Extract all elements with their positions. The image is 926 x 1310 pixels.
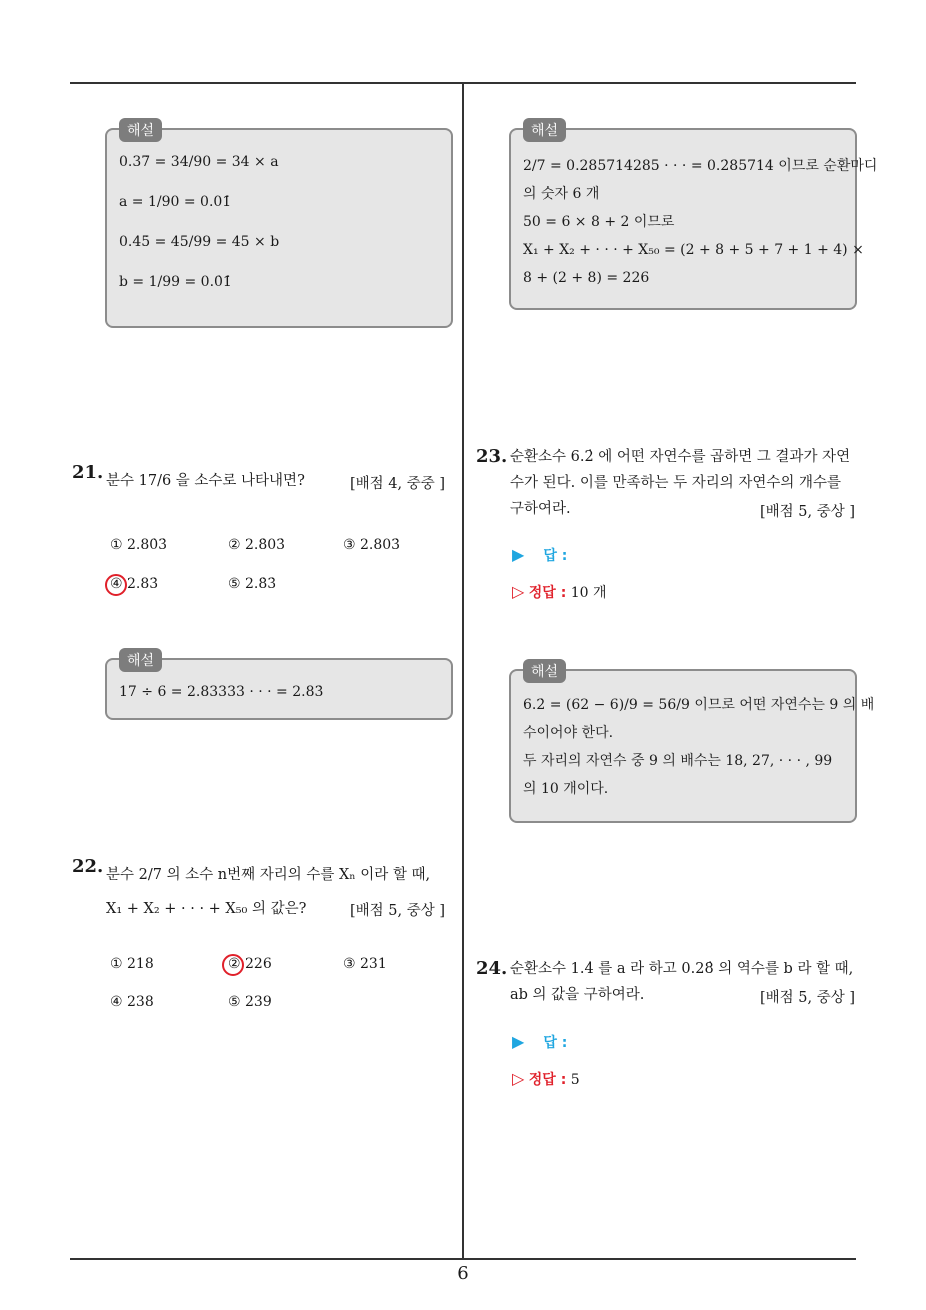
solution-tab: 해설 (119, 648, 162, 672)
question-number-21: 21. (72, 462, 104, 483)
solution-line: 수이어야 한다. (523, 725, 614, 741)
solution-line: 50 = 6 × 8 + 2 이므로 (523, 214, 675, 230)
solution-tab: 해설 (523, 659, 566, 683)
question-meta-21: [배점 4, 중중 ] (350, 476, 446, 492)
choice-5[interactable]: ⑤ 239 (228, 994, 272, 1010)
correct-label: 정답 : (528, 1072, 567, 1088)
correct-answer-value: 10 개 (570, 585, 607, 601)
question-text-22: 분수 2/7 의 소수 n번째 자리의 수를 Xₙ 이라 할 때, (106, 867, 431, 883)
question-meta-24: [배점 5, 중상 ] (760, 990, 856, 1006)
solution-line: 의 10 개이다. (523, 781, 609, 797)
choice-5[interactable]: ⑤ 2.8̇3̇ (228, 576, 277, 592)
question-text-24-line2: ab 의 값을 구하여라. (510, 987, 645, 1003)
question-meta-23: [배점 5, 중상 ] (760, 504, 856, 520)
solution-line: 8 + (2 + 8) = 226 (523, 270, 650, 286)
selected-answer-circle (105, 574, 127, 596)
answer-triangle-icon: ▶ (512, 545, 525, 564)
choice-3[interactable]: ③ 2.803̇ (343, 537, 401, 553)
solution-line: b = 1/99 = 0.0̇1̇ (119, 274, 232, 290)
question-text-24: 순환소수 1.4̇ 를 a 라 하고 0.28̇ 의 역수를 b 라 할 때, (510, 961, 854, 977)
solution-line: 0.37̇ = 34/90 = 34 × a (119, 154, 279, 170)
choice-1[interactable]: ① 2.80̇3̇ (110, 537, 168, 553)
question-number-23: 23. (476, 446, 508, 467)
correct-triangle-icon: ▷ (512, 1069, 525, 1088)
answer-triangle-icon: ▶ (512, 1032, 525, 1051)
choice-2[interactable]: ② 226 (228, 956, 272, 972)
correct-row-23 (512, 582, 607, 602)
selected-answer-circle (222, 954, 244, 976)
answer-label: 답 : (543, 548, 568, 564)
solution-line: 17 ÷ 6 = 2.83333 · · · = 2.83̇ (119, 684, 324, 700)
question-text-22-line2: X₁ + X₂ + · · · + X₅₀ 의 값은? (106, 901, 307, 917)
question-text-23: 순환소수 6.2̇ 에 어떤 자연수를 곱하면 그 결과가 자연 (510, 449, 851, 465)
question-text-23-line2: 수가 된다. 이를 만족하는 두 자리의 자연수의 개수를 (510, 475, 842, 491)
choice-1[interactable]: ① 218 (110, 956, 154, 972)
correct-label: 정답 : (528, 585, 567, 601)
bottom-rule (70, 1258, 856, 1260)
solution-line: 두 자리의 자연수 중 9 의 배수는 18, 27, · · · , 99 (523, 753, 833, 769)
solution-tab: 해설 (119, 118, 162, 142)
question-text-23-line3: 구하여라. (510, 501, 571, 517)
answer-label: 답 : (543, 1035, 568, 1051)
solution-line: 2/7 = 0.285714285 · · · = 0.2̇85714̇ 이므로 순환마디 (523, 158, 878, 174)
answer-row-23 (512, 545, 567, 565)
choice-3[interactable]: ③ 231 (343, 956, 387, 972)
solution-box-23 (509, 664, 875, 823)
question-number-22: 22. (72, 856, 104, 877)
choice-2[interactable]: ② 2.8̇03̇ (228, 537, 286, 553)
solution-box-22 (509, 123, 878, 310)
question-meta-22: [배점 5, 중상 ] (350, 903, 446, 919)
solution-line: 의 숫자 6 개 (523, 186, 600, 202)
correct-row-24 (512, 1069, 580, 1089)
correct-answer-value: 5 (570, 1072, 580, 1088)
solution-line: a = 1/90 = 0.01̇ (119, 194, 232, 210)
solution-line: X₁ + X₂ + · · · + X₅₀ = (2 + 8 + 5 + 7 + 1 + 4) × (523, 242, 864, 258)
choice-4[interactable]: ④ 238 (110, 994, 154, 1010)
column-divider (462, 84, 464, 1260)
question-number-24: 24. (476, 958, 508, 979)
solution-box-20 (105, 123, 453, 328)
solution-line: 0.4̇5̇ = 45/99 = 45 × b (119, 234, 280, 250)
correct-triangle-icon: ▷ (512, 582, 525, 601)
choice-4[interactable]: ④ 2.83̇ (110, 576, 159, 592)
solution-tab: 해설 (523, 118, 566, 142)
question-text-21: 분수 17/6 을 소수로 나타내면? (106, 473, 305, 489)
solution-line: 6.2̇ = (62 − 6)/9 = 56/9 이므로 어떤 자연수는 9 의 배 (523, 697, 875, 713)
solution-box-21 (105, 653, 453, 720)
answer-row-24 (512, 1032, 567, 1052)
page-number: 6 (457, 1263, 469, 1284)
